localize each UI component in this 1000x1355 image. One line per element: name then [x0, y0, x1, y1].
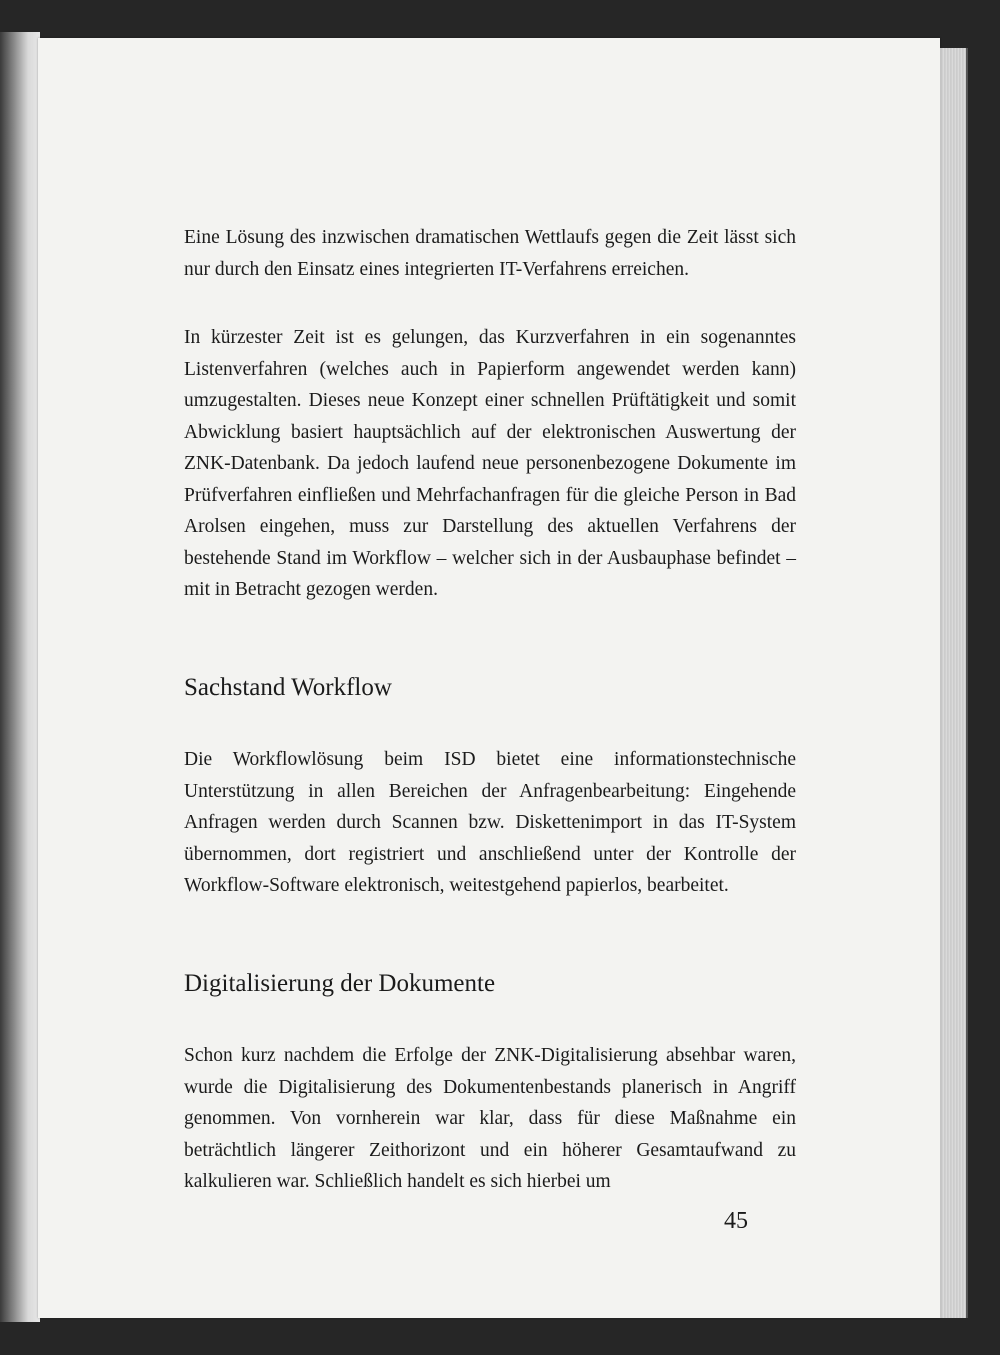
book-page	[38, 38, 940, 1318]
facing-page-edge	[0, 32, 40, 1322]
paragraph-intro: Eine Lösung des inzwischen dramatischen Wettlaufs gegen die Zeit lässt sich nur durch den Einsatz eines integrierten IT-Verfahrens erreichen.	[184, 227, 796, 280]
paragraph-listenverfahren: In kürzester Zeit ist es gelungen, das Kurzverfahren in ein sogenanntes Listenverfahren (welches auch in Papierform angewendet werden kann) umzugestalten. Dieses neue Konzept einer schnellen Prüftätigkeit und somit Abwicklung basiert hauptsächlich auf der elektronischen Auswertung der ZNK-Datenbank. Da jedoch laufend neue personenbezogene Dokumente im Prüfverfahren einfließen und Mehrfachanfragen für die gleiche Person in Bad Arolsen eingehen, muss zur Darstellung des aktuellen Verfahrens der bestehende Stand im Workflow – welcher sich in der Ausbauphase befindet – mit in Betracht gezogen werden.	[184, 327, 796, 600]
heading-digitalisierung: Digitalisierung der Dokumente	[184, 970, 496, 997]
paragraph-workflowloesung: Die Workflowlösung beim ISD bietet eine informationstechnische Unterstützung in allen Bereichen der Anfragenbearbeitung: Eingehende Anfragen werden durch Scannen bzw. Diskettenimport in das IT-System übernommen, dort registriert und anschließend unter der Kontrolle der Workflow-Software elektronisch, weitestgehend papierlos, bearbeitet.	[184, 749, 796, 896]
page-number: 45	[724, 1208, 748, 1234]
page-stack-edge	[938, 48, 968, 1318]
heading-sachstand-workflow: Sachstand Workflow	[184, 674, 392, 701]
paragraph-digitalisierung: Schon kurz nachdem die Erfolge der ZNK-Digitalisierung absehbar waren, wurde die Digitalisierung des Dokumentenbestands planerisch in Angriff genommen. Von vornherein war klar, dass für diese Maßnahme ein beträchtlich längerer Zeithorizont und ein höherer Gesamtaufwand zu kalkulieren war. Schließlich handelt es sich hierbei um	[184, 1045, 796, 1192]
